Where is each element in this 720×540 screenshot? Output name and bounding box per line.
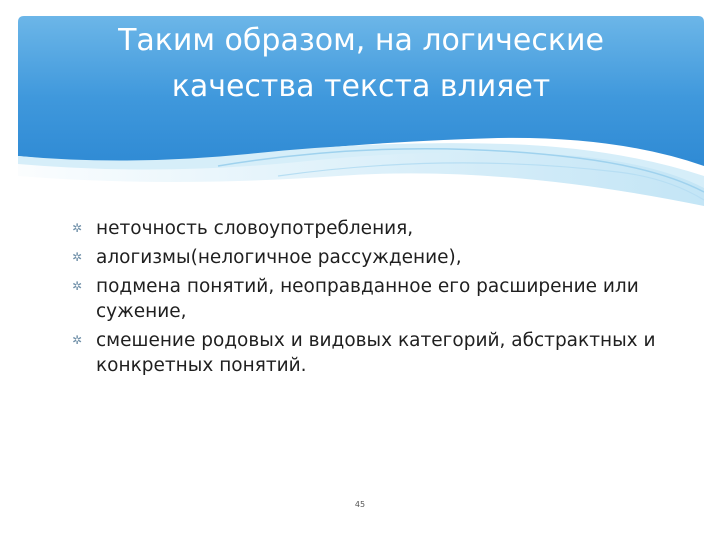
asterisk-icon: ✲ [72, 250, 83, 264]
asterisk-icon: ✲ [72, 333, 83, 347]
list-item [72, 328, 672, 378]
title-line-2: качества текста влияет [171, 69, 551, 104]
bullet-list [72, 216, 672, 382]
list-item-text: неточность словоупотребления, [96, 218, 414, 239]
asterisk-icon: ✲ [72, 279, 83, 293]
list-item [72, 274, 672, 324]
list-item-text: подмена понятий, неоправданное его расширение или сужение, [96, 276, 639, 322]
title-line-1: Таким образом, на логические [118, 23, 604, 58]
list-item-text: смешение родовых и видовых категорий, абстрактных и конкретных понятий. [96, 330, 656, 376]
slide-title [18, 18, 704, 110]
asterisk-icon: ✲ [72, 221, 83, 235]
list-item [72, 216, 672, 241]
list-item [72, 245, 672, 270]
page-number: 45 [354, 500, 366, 509]
list-item-text: алогизмы(нелогичное рассуждение), [96, 247, 462, 268]
